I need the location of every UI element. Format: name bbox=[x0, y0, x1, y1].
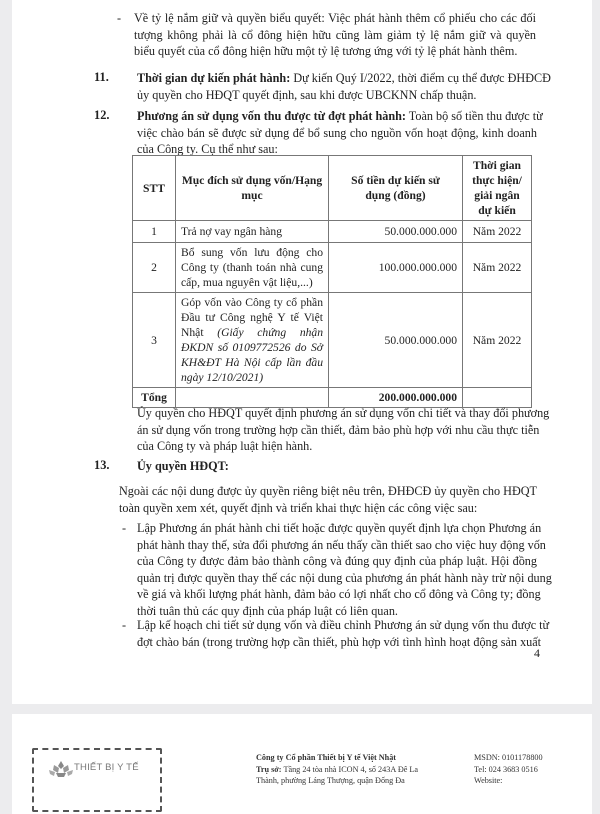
text-line: của Công ty. Cụ thể như sau: bbox=[137, 142, 278, 157]
text-line: phát hành thay thế, sửa đổi phương án nếu thấy cần thiết sao cho việc huy động vốn bbox=[137, 537, 546, 552]
company-contact bbox=[474, 752, 584, 787]
header-time: Thời gian thực hiện/ giải ngân dự kiến bbox=[463, 156, 532, 221]
fund-usage-table bbox=[132, 155, 532, 408]
telephone: Tel: 024 3683 0516 bbox=[474, 764, 538, 774]
text-line: quản trị được quyền thay thế các nội dung của phương án phát hành này trừ nội dung bbox=[137, 570, 552, 585]
cell-purpose: Bổ sung vốn lưu động cho Công ty (thanh toán nhà cung cấp, mua nguyên vật liệu,...) bbox=[176, 243, 329, 293]
company-info bbox=[256, 752, 456, 787]
table-row bbox=[133, 293, 532, 388]
text-line: biểu quyết của cổ đông hiện hữu một tỷ lệ tương ứng với tỷ lệ phát hành thêm. bbox=[134, 44, 518, 59]
authorization-paragraph bbox=[137, 405, 550, 455]
page-number: 4 bbox=[534, 646, 540, 660]
cell-time: Năm 2022 bbox=[463, 293, 532, 388]
text-line: Về tỷ lệ nắm giữ và quyền biểu quyết: Việc phát hành thêm cổ phiếu cho các đối bbox=[134, 11, 536, 25]
cell-amount: 100.000.000.000 bbox=[329, 243, 463, 293]
text-line: Ủy quyền cho HĐQT quyết định phương án sử dụng vốn chi tiết và thay đổi phương bbox=[137, 406, 550, 420]
tax-code: MSDN: 0101178800 bbox=[474, 753, 543, 762]
item-13-bullet-2 bbox=[137, 617, 550, 650]
cell-time: Năm 2022 bbox=[463, 221, 532, 243]
document-page-5 bbox=[12, 714, 592, 814]
item-11-heading: Thời gian dự kiến phát hành: bbox=[137, 71, 291, 85]
company-address: Trụ sở: Tầng 24 tòa nhà ICON 4, số 243A Đê La bbox=[256, 764, 419, 774]
item-13-bullet-1 bbox=[137, 520, 552, 620]
cell-time: Năm 2022 bbox=[463, 243, 532, 293]
logo-text: THIẾT BỊ Y TẾ bbox=[74, 762, 139, 773]
item-number-11: 11. bbox=[94, 70, 109, 84]
header-stt: STT bbox=[133, 156, 176, 221]
item-11-paragraph bbox=[137, 70, 551, 103]
table-row bbox=[133, 243, 532, 293]
text-line: Lập Phương án phát hành chi tiết hoặc được quyền quyết định lựa chọn Phương án bbox=[137, 521, 542, 535]
item-11-text: Dự kiến Quý I/2022, thời điểm cụ thể được ĐHĐCĐ bbox=[290, 71, 551, 85]
item-12-text: Toàn bộ số tiền thu được từ bbox=[405, 109, 543, 123]
text-line: tượng không phải là cổ đông hiện hữu cũng làm giảm tỷ lệ nắm giữ và quyền bbox=[134, 27, 536, 42]
item-12-paragraph bbox=[137, 108, 543, 158]
lotus-logo-icon bbox=[48, 760, 74, 778]
text-line: Ngoài các nội dung được ủy quyền riêng biệt nêu trên, ĐHĐCĐ ủy quyền cho HĐQT bbox=[119, 484, 537, 498]
text-line: của Công ty và pháp luật hiện hành. bbox=[137, 439, 313, 454]
purpose-note: (Giấy chứng nhận ĐKDN số 0109772526 do Sở KH&ĐT Hà Nội cấp lần đầu ngày 12/10/2021) bbox=[181, 326, 324, 384]
bullet-marker: - bbox=[117, 11, 122, 25]
text-line: đợt chào bán (trong trường hợp cần thiết, phù hợp với tình hình hoạt động sản xuất bbox=[137, 634, 542, 649]
text-line: thời tuân thủ các quy định của pháp luật có liên quan. bbox=[137, 603, 398, 618]
table-row bbox=[133, 221, 532, 243]
header-purpose: Mục đích sử dụng vốn/Hạng mục bbox=[176, 156, 329, 221]
text-line: ủy quyền cho HĐQT quyết định, sau khi được UBCKNN chấp thuận. bbox=[137, 87, 477, 102]
bullet-marker: - bbox=[122, 618, 127, 632]
company-logo bbox=[32, 748, 162, 812]
website-label: Website: bbox=[474, 776, 503, 785]
company-name: Công ty Cổ phần Thiết bị Y tế Việt Nhật bbox=[256, 753, 397, 762]
total-amount: 200.000.000.000 bbox=[329, 388, 463, 408]
item-13-intro bbox=[119, 483, 537, 516]
total-label: Tổng bbox=[133, 388, 176, 408]
bullet-marker: - bbox=[122, 521, 127, 535]
table-header-row bbox=[133, 156, 532, 221]
item-number-12: 12. bbox=[94, 108, 110, 122]
cell-purpose: Trả nợ vay ngân hàng bbox=[176, 221, 329, 243]
item-13-heading: Ủy quyền HĐQT: bbox=[137, 459, 229, 473]
text-line: án sử dụng vốn trong trường hợp cần thiết, đảm bảo phù hợp với nhu cầu thực tiễn bbox=[137, 422, 540, 437]
cell-amount: 50.000.000.000 bbox=[329, 221, 463, 243]
cell-stt: 2 bbox=[133, 243, 176, 293]
item-number-13: 13. bbox=[94, 458, 110, 472]
text-line: toàn quyền xem xét, quyết định và triển khai thực hiện các công việc sau: bbox=[119, 500, 478, 515]
purpose-text: Góp vốn vào Công ty cổ phần Đầu tư Công nghệ Y tế Việt Nhật bbox=[181, 296, 323, 339]
cell-amount: 50.000.000.000 bbox=[329, 293, 463, 388]
cell-purpose bbox=[176, 293, 329, 388]
item-12-heading: Phương án sử dụng vốn thu được từ đợt phát hành: bbox=[137, 109, 406, 123]
text-line: việc chào bán sẽ được sử dụng để bổ sung cho nguồn vốn hoạt động, kinh doanh bbox=[137, 125, 537, 140]
cell-stt: 3 bbox=[133, 293, 176, 388]
text-line: về giá và khối lượng phát hành, đảm bảo có lợi nhất cho cổ đông và Công ty; đồng bbox=[137, 587, 541, 602]
company-address-line2: Thành, phường Láng Thượng, quận Đống Đa bbox=[256, 776, 405, 785]
header-amount: Số tiền dự kiến sử dụng (đồng) bbox=[329, 156, 463, 221]
cell-stt: 1 bbox=[133, 221, 176, 243]
document-page-4 bbox=[12, 0, 592, 704]
shareholding-paragraph bbox=[134, 10, 536, 60]
text-line: Lập kế hoạch chi tiết sử dụng vốn và điều chỉnh Phương án sử dụng vốn thu được từ bbox=[137, 618, 550, 632]
text-line: của Công ty được đảm bảo thành công và đúng quy định của pháp luật. Hội đồng bbox=[137, 554, 537, 569]
